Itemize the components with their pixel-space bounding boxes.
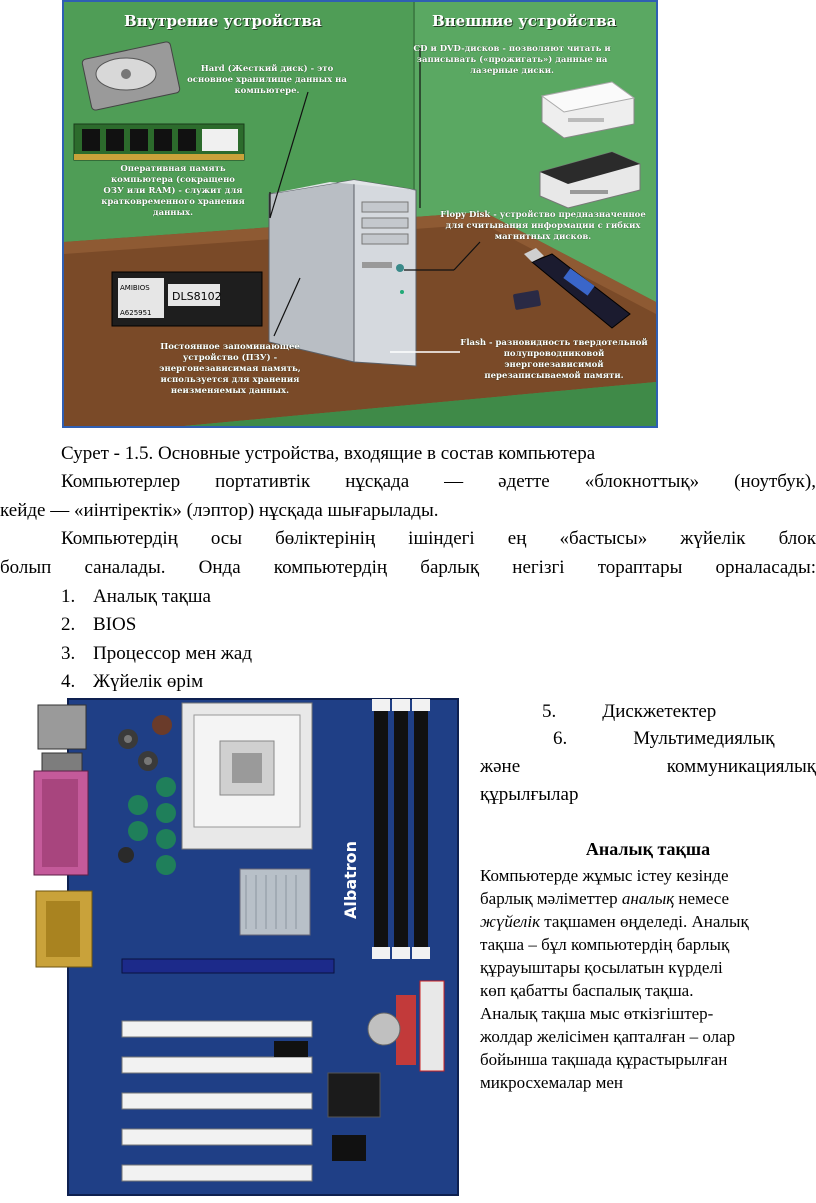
floppy-label: Flopy Disk - устройство предназначенное для считывания информации с гибких магнитных дисков. xyxy=(440,210,646,242)
system-unit-image xyxy=(269,180,416,366)
section-heading: Аналық тақша xyxy=(585,839,711,859)
body-line: микросхемалар мен xyxy=(480,1073,623,1092)
body-line: көп қабатты баспалық тақша. xyxy=(480,981,694,1000)
list-item-6-line-2: және коммуникациялық xyxy=(480,756,816,777)
body-line: бойынша тақшада құрастырылған xyxy=(480,1050,728,1069)
chip-text-3: DLS8102 xyxy=(172,290,222,303)
figure-title-internal: Внутрение устройства xyxy=(124,12,322,30)
hdd-label: Hard (Жесткий диск) - это основное хранилище данных на компьютере. xyxy=(187,64,347,96)
paragraph-1-line-2: кейде — «иінтіректік» (лэптор) нұсқада шығарылады. xyxy=(0,500,439,521)
figure-title-external: Внешние устройства xyxy=(432,12,617,30)
paragraph-2-line-1: Компьютердің осы бөліктерінің ішіндегі ең «бастысы» жүйелік блок xyxy=(61,528,816,549)
list-item: 2. BIOS xyxy=(61,614,137,635)
devices-figure xyxy=(62,0,658,428)
list-item: 1. Аналық тақша xyxy=(61,586,211,607)
paragraph-1-line-1: Компьютерлер портативтік нұсқада — әдетте «блокноттық» (ноутбук), xyxy=(61,471,816,492)
list-item-6-line-3: құрылғылар xyxy=(480,784,579,805)
body-line: барлық мәліметтер аналық немесе xyxy=(480,889,730,908)
ram-label: Оперативная память компьютера (сокращено ОЗУ или RAM) - служит для кратковременного хранения данных. xyxy=(101,164,245,218)
list-item: 4. Жүйелік өрім xyxy=(61,671,204,692)
paragraph-2-line-2: болып саналады. Онда компьютердің барлық негізгі тораптары орналасады: xyxy=(0,557,816,578)
chip-text-2: A625951 xyxy=(120,309,152,317)
list-item: 3. Процессор мен жад xyxy=(61,643,253,664)
motherboard-image xyxy=(32,695,464,1198)
ram-image xyxy=(74,124,244,160)
list-item-6-line-1: 6. Мультимедиялық xyxy=(553,728,775,749)
rom-label: Постоянное запоминающее устройство (ПЗУ) - энергонезависимая память, используется для хранения неизменяемых данных. xyxy=(159,342,301,396)
figure-caption: Сурет - 1.5. Основные устройства, входящие в состав компьютера xyxy=(61,443,596,464)
body-line: жолдар желісімен қапталған – олар xyxy=(480,1027,736,1046)
body-line: құрауыштары қосылатын күрделі xyxy=(480,958,723,977)
flash-label: Flash - разновидность твердотельной полупроводниковой энергонезависимой перезаписываемой памяти. xyxy=(460,338,648,381)
list-item-5: 5. Дискжетектер xyxy=(542,701,717,722)
body-line: Аналық тақша мыс өткізгіштер- xyxy=(480,1004,714,1023)
chip-text-1: AMIBIOS xyxy=(120,284,150,292)
body-line: Компьютерде жұмыс істеу кезінде xyxy=(480,866,729,885)
motherboard-brand: Albatron xyxy=(341,840,360,919)
body-line: жүйелік тақшамен өңделеді. Аналық xyxy=(480,912,749,931)
cd-dvd-label: CD и DVD-дисков - позволяют читать и записывать («прожигать») данные на лазерные диски. xyxy=(413,44,611,76)
body-line: тақша – бұл компьютердің барлық xyxy=(480,935,730,954)
